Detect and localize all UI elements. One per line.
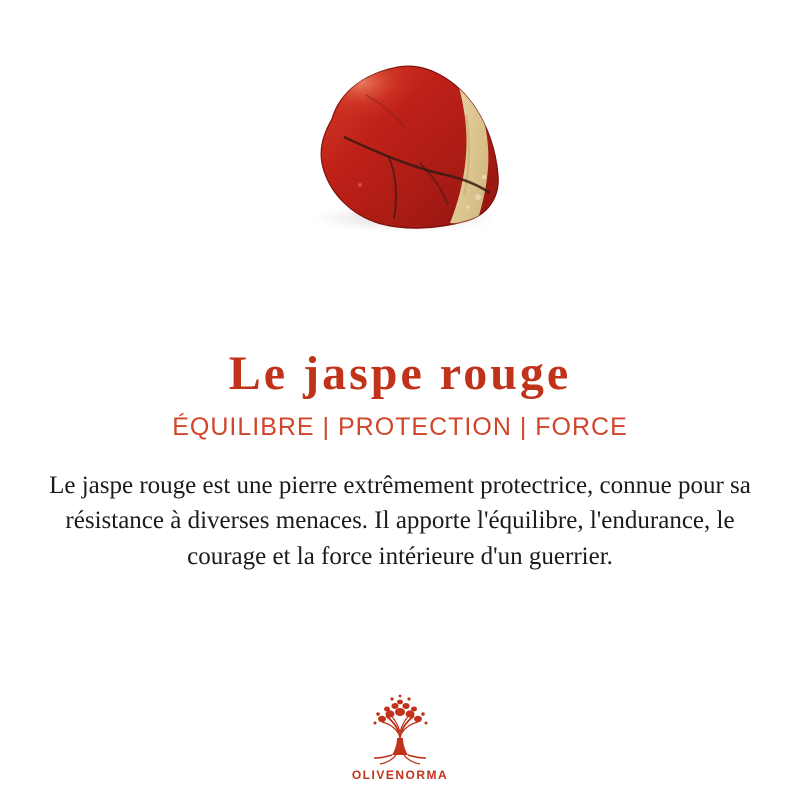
page-title: Le jaspe rouge (228, 347, 572, 400)
stone-image (270, 55, 530, 255)
brand-logo (0, 692, 800, 782)
stone-image-area (0, 0, 800, 300)
red-jasper-stone-icon (270, 55, 530, 255)
keywords-line: ÉQUILIBRE | PROTECTION | FORCE (172, 412, 628, 441)
description-text: Le jaspe rouge est une pierre extrêmement protectrice, connue pour sa résistance à diverses menaces. Il apporte l'équilibre, l'endurance, le courage et la force intérieure d'un guerrier. (49, 471, 751, 570)
brand-name: OLIVENORMA (351, 768, 449, 782)
tree-of-life-icon (356, 692, 444, 766)
